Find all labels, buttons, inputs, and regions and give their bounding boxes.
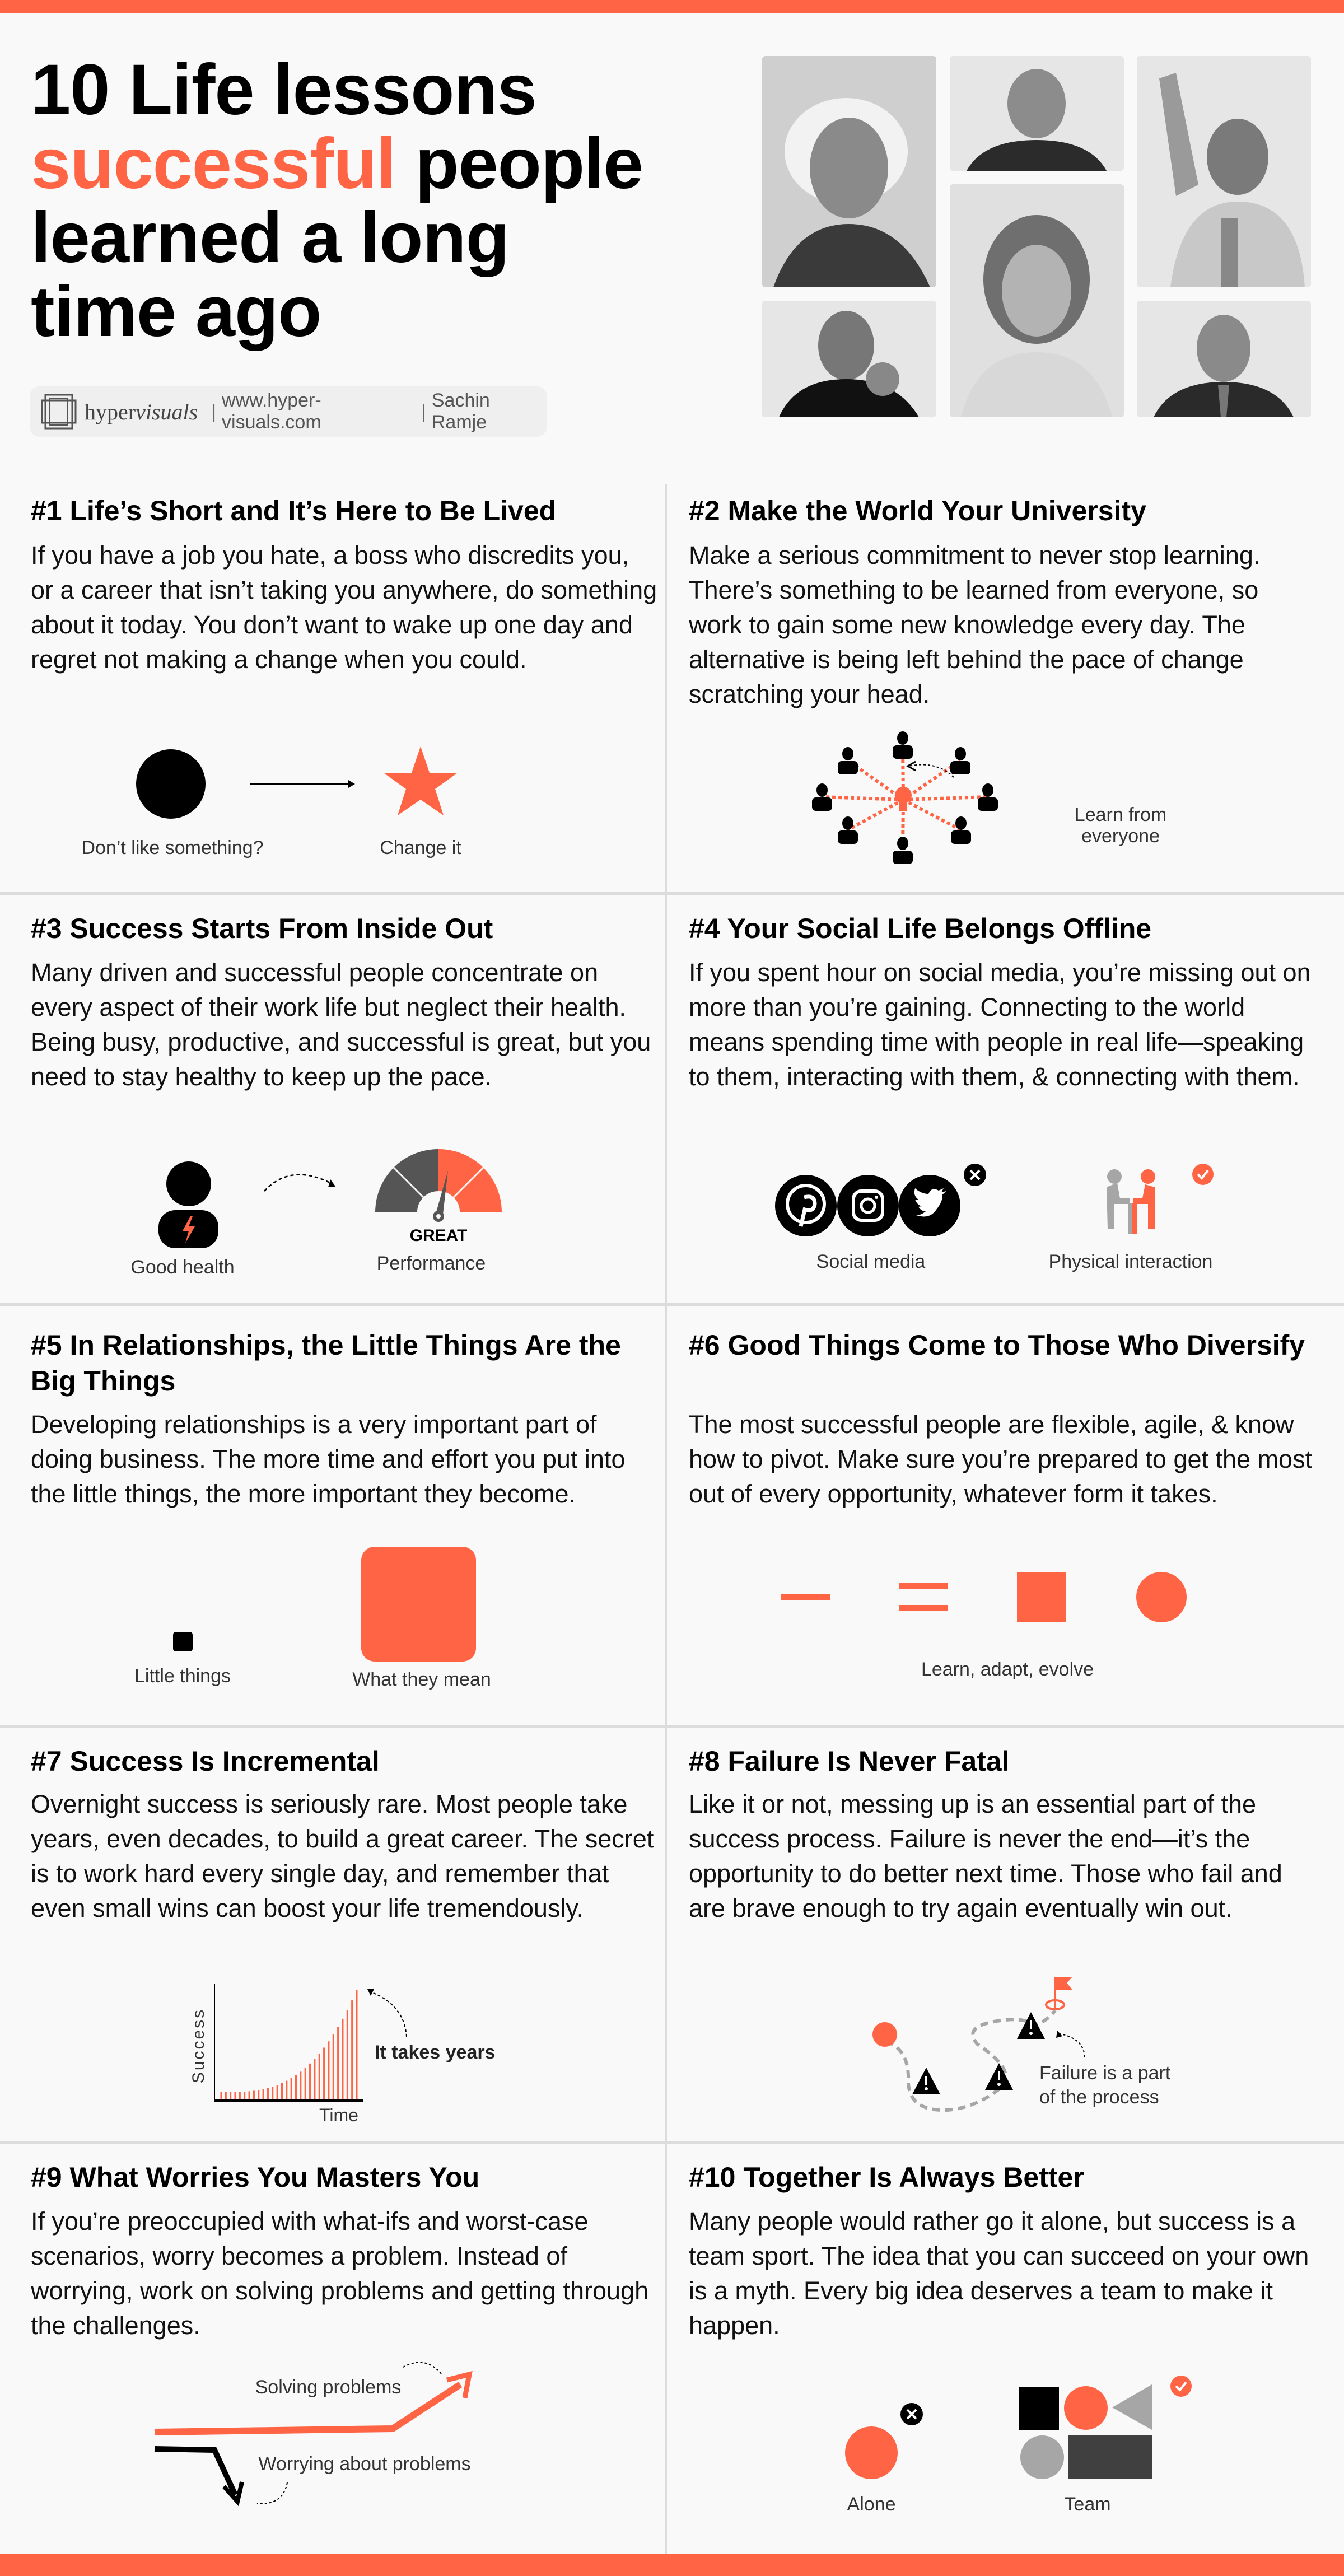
- close-badge-icon: [964, 1164, 986, 1186]
- title-highlight: successful: [31, 124, 396, 204]
- person-icon: [978, 783, 998, 811]
- portrait-photo: [950, 56, 1124, 171]
- square-shape-icon: [1017, 1572, 1066, 1622]
- little-things-label: Little things: [134, 1665, 231, 1687]
- good-health-label: Good health: [130, 1257, 235, 1278]
- healthy-person-icon: [158, 1161, 218, 1248]
- lesson-1-title: #1 Life’s Short and It’s Here to Be Lived: [31, 495, 557, 526]
- learn-label-line-2: everyone: [1081, 825, 1160, 847]
- success-axis-label: Success: [189, 2008, 208, 2084]
- connection-line: [903, 800, 961, 830]
- what-they-mean-label: What they mean: [352, 1669, 491, 1690]
- author-name: Sachin Ramje: [431, 390, 490, 433]
- page-title: [31, 50, 643, 352]
- brand-name: hypervisuals: [85, 399, 198, 424]
- performance-gauge-icon: [375, 1149, 502, 1222]
- circle-shape-icon: [136, 749, 206, 819]
- alone-circle-icon: [845, 2426, 898, 2479]
- hypervisuals-logo-icon: [42, 394, 76, 430]
- physical-interaction-label: Physical interaction: [1048, 1251, 1213, 1272]
- dotted-arrow-icon: [1060, 2034, 1085, 2057]
- row-divider: [0, 1303, 1344, 1306]
- dotted-arrow-icon: [264, 1175, 333, 1191]
- title-line-1: 10 Life lessons: [31, 50, 536, 130]
- social-media-label: Social media: [816, 1251, 926, 1272]
- large-square-icon: [361, 1547, 476, 1662]
- star-icon: [384, 746, 458, 815]
- dotted-arrow-icon: [403, 2363, 442, 2374]
- performance-label: Performance: [376, 1253, 486, 1274]
- person-icon: [893, 731, 913, 759]
- pinterest-icon: [775, 1175, 837, 1236]
- portrait-photo: [762, 56, 936, 287]
- lesson-3-body: Many driven and successful people concentrate on every aspect of their work life but neglect their health. Being busy, productive, and successful is great, but you need to stay healthy to keep up the pace.: [31, 958, 651, 1091]
- lesson-8-body: Like it or not, messing up is an essential part of the success process. Failure is never the end—it’s the opportunity to do better next time. Those who fail and are brave enough to try again eventually win out.: [689, 1790, 1282, 1922]
- person-icon: [838, 816, 858, 844]
- dash-shape-icon: [781, 1594, 830, 1600]
- lesson-1-body: If you have a job you hate, a boss who discredits you, or a career that isn’t taking you anywhere, do something about it today. You don’t want to wake up one day and regret not making a change when you could.: [31, 541, 657, 674]
- warning-icon: [912, 2068, 940, 2094]
- solving-problems-label: Solving problems: [255, 2377, 402, 2398]
- gauge-great-label: GREAT: [409, 1226, 468, 1245]
- learn-adapt-evolve-label: Learn, adapt, evolve: [921, 1659, 1094, 1680]
- separator: |: [421, 400, 426, 422]
- lesson-10-body: Many people would rather go it alone, but success is a team sport. The idea that you can succeed on your own is a myth. Every big idea deserves a team to make it happen.: [689, 2207, 1309, 2340]
- lesson-7-title: #7 Success Is Incremental: [31, 1746, 380, 1777]
- portrait-photo: [762, 301, 936, 417]
- lesson-8-title: #8 Failure Is Never Fatal: [689, 1746, 1010, 1777]
- connection-line: [822, 797, 903, 800]
- lesson-5-body: Developing relationships is a very important part of doing business. The more time and effort you put into the little things, the more important they become.: [31, 1410, 626, 1508]
- person-icon: [893, 837, 913, 864]
- title-line-2: [31, 124, 643, 204]
- check-badge-icon: [1170, 2376, 1192, 2397]
- team-label: Team: [1064, 2494, 1111, 2515]
- lesson-2-title: #2 Make the World Your University: [689, 495, 1146, 526]
- row-divider: [0, 2141, 1344, 2144]
- connection-line: [848, 800, 903, 830]
- small-square-icon: [173, 1632, 193, 1651]
- portrait-photo: [1137, 301, 1311, 417]
- close-badge-icon: [900, 2403, 923, 2425]
- warning-icon: [1017, 2012, 1045, 2039]
- column-divider: [665, 484, 667, 2554]
- title-line-2-rest: people: [395, 124, 643, 204]
- credit-bar: [30, 386, 547, 437]
- lesson-5-title: #5 In Relationships, the Little Things Are the Big Things: [31, 1329, 621, 1397]
- circle-shape-icon: [1136, 1572, 1187, 1622]
- top-accent-bar: [0, 0, 1344, 13]
- person-icon: [951, 816, 971, 844]
- dislike-label: Don’t like something?: [81, 837, 264, 858]
- dotted-arrow-icon: [371, 1992, 407, 2037]
- portrait-photo: [950, 184, 1124, 417]
- dotted-arrow-icon: [257, 2482, 287, 2504]
- title-line-3: learned a long: [31, 198, 509, 278]
- change-label: Change it: [380, 837, 461, 858]
- lesson-4-body: If you spent hour on social media, you’re missing out on more than you’re gaining. Connecting to the world means spending time with people in real life—speaking to them, interacting with them, & connecting with them.: [689, 958, 1311, 1091]
- equals-shape-icon: [899, 1583, 948, 1589]
- row-divider: [0, 1725, 1344, 1728]
- twitter-icon: [899, 1175, 960, 1236]
- time-axis-label: Time: [319, 2105, 358, 2125]
- physical-interaction-icon: [1107, 1169, 1155, 1234]
- bottom-accent-bar: [0, 2554, 1344, 2576]
- lesson-3-title: #3 Success Starts From Inside Out: [31, 913, 493, 944]
- lesson-6-body: The most successful people are flexible, agile, & know how to pivot. Make sure you’re prepared to get the most out of every opportunity, whatever form it takes.: [689, 1410, 1313, 1508]
- title-line-4: time ago: [31, 272, 321, 352]
- connection-line: [903, 797, 988, 800]
- lesson-10-illustration: [0, 0, 1, 1]
- lesson-2-body: Make a serious commitment to never stop learning. There’s something to be learned from everyone, so work to gain some new knowledge every day. The alternative is being left behind the pace of change scratching your head.: [689, 541, 1261, 708]
- takes-years-label: It takes years: [375, 2042, 496, 2063]
- learn-label-line-1: Learn from: [1074, 804, 1167, 825]
- website-link[interactable]: www.hyper-visuals.com: [222, 390, 321, 433]
- warning-icon: [985, 2063, 1013, 2090]
- lesson-10-title: #10 Together Is Always Better: [689, 2162, 1084, 2193]
- check-badge-icon: [1192, 1164, 1214, 1185]
- team-shapes-icon: [1019, 2384, 1152, 2479]
- person-icon: [838, 747, 858, 774]
- alone-label: Alone: [847, 2494, 896, 2515]
- lesson-7-body: Overnight success is seriously rare. Most people take years, even decades, to build a great career. The secret is to work hard every single day, and remember that even small wins can boost your life tremendously.: [31, 1790, 654, 1922]
- goal-flag-icon: [1046, 1977, 1072, 2010]
- lesson-4-title: #4 Your Social Life Belongs Offline: [689, 913, 1152, 944]
- separator: |: [211, 400, 217, 422]
- failure-label-line-1: Failure is a part: [1039, 2062, 1171, 2084]
- lesson-9-body: If you’re preoccupied with what-ifs and worst-case scenarios, worry becomes a problem. Instead of worrying, work on solving problems and getting through the challenges.: [31, 2207, 649, 2340]
- row-divider: [0, 892, 1344, 895]
- lesson-6-title: #6 Good Things Come to Those Who Diversify: [689, 1329, 1305, 1361]
- lightbulb-icon: [895, 787, 912, 811]
- failure-label-line-2: of the process: [1039, 2087, 1159, 2108]
- worrying-label: Worrying about problems: [258, 2453, 471, 2475]
- start-dot-icon: [872, 2022, 897, 2047]
- portrait-photo: [1137, 56, 1311, 287]
- lesson-9-title: #9 What Worries You Masters You: [31, 2162, 480, 2193]
- instagram-icon: [837, 1175, 899, 1236]
